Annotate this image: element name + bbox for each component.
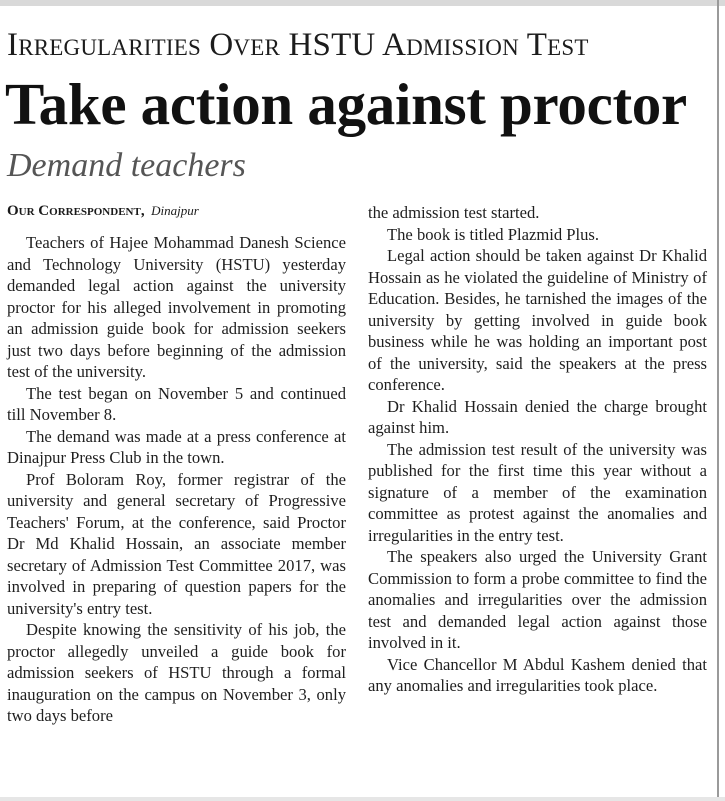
headline: Take action against proctor — [5, 71, 687, 137]
paragraph-continued: the admission test started. — [368, 203, 540, 222]
top-rule — [0, 0, 725, 6]
right-rule — [717, 0, 719, 801]
paragraph: The test began on November 5 and continued till November 8. — [7, 383, 346, 424]
kicker-heading: Irregularities Over HSTU Admission Test — [7, 27, 589, 63]
paragraph: Prof Boloram Roy, former registrar of the university and general secretary of Progressive Teachers' Forum, at the conference, said Proctor Dr Md Khalid Hossain, an associate member secretary of Admission Test Committee 2017, was involved in preparing of question papers for the university's entry test. — [7, 469, 346, 618]
paragraph: The demand was made at a press conference at Dinajpur Press Club in the town. — [7, 426, 346, 467]
article-column-2 — [368, 202, 707, 697]
paragraph: Vice Chancellor M Abdul Kashem denied that any anomalies and irregularities took place. — [368, 654, 707, 695]
article-column-1 — [7, 232, 346, 727]
byline-name: Our Correspondent, — [7, 203, 145, 219]
byline-place: Dinajpur — [151, 203, 199, 218]
paragraph: The book is titled Plazmid Plus. — [387, 224, 600, 244]
subheadline: Demand teachers — [7, 147, 246, 184]
byline — [7, 202, 199, 221]
paragraph: Despite knowing the sensitivity of his job, the proctor allegedly unveiled a guide book for admission seekers of HSTU through a formal inauguration on the campus on November 3, only two days before — [7, 620, 346, 725]
paragraph: Dr Khalid Hossain denied the charge brought against him. — [368, 396, 707, 437]
paragraph: Legal action should be taken against Dr Khalid Hossain as he violated the guideline of Ministry of Education. Besides, he tarnished the images of the university by getting involved in guide book business while he was holding an important post of the university, said the speakers at the press conference. — [368, 246, 707, 394]
paragraph: The speakers also urged the University Grant Commission to form a probe committee to find the anomalies and irregularities over the admission test and demanded legal action against those involved in it. — [368, 547, 707, 652]
bottom-edge — [0, 797, 725, 801]
paragraph: Teachers of Hajee Mohammad Danesh Science and Technology University (HSTU) yesterday demanded legal action against the university proctor for his alleged involvement in promoting an admission guide book for admission seekers just two days before beginning of the admission test of the university. — [7, 233, 346, 381]
paragraph: The admission test result of the university was published for the first time this year without a signature of a member of the examination committee as protest against the anomalies and irregularities in the entry test. — [368, 439, 707, 545]
